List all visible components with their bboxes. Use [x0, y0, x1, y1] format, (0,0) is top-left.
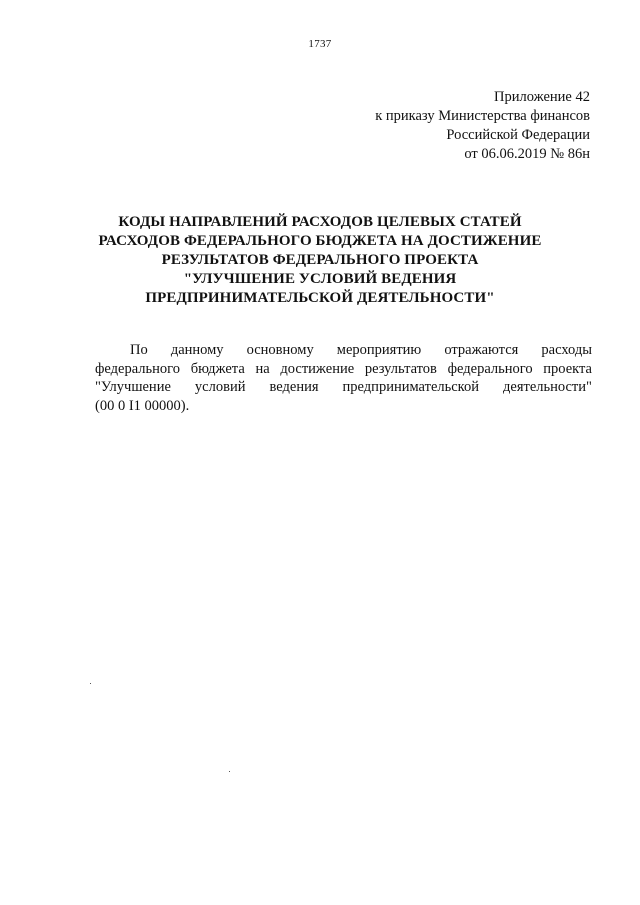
body-line [95, 360, 592, 379]
body-word: данному [170, 342, 224, 358]
body-line [95, 341, 592, 360]
scan-speck [229, 771, 230, 772]
body-word: расходы [541, 342, 592, 358]
body-word: отражаются [444, 342, 519, 358]
scan-speck [90, 683, 91, 684]
body-word: По [130, 342, 148, 358]
body-word: основному [246, 342, 314, 358]
page-number: 1737 [308, 38, 332, 50]
body-paragraph [95, 341, 592, 415]
body-word: ведения [269, 379, 319, 395]
body-word: результатов [364, 360, 437, 377]
appendix-line: Приложение 42 [494, 89, 590, 105]
title-line: РАСХОДОВ ФЕДЕРАЛЬНОГО БЮДЖЕТА НА ДОСТИЖЕНИЕ [98, 233, 542, 249]
appendix-header [290, 88, 590, 164]
appendix-date-line: от 06.06.2019 № 86н [464, 146, 590, 162]
body-line [95, 378, 592, 397]
title-line: РЕЗУЛЬТАТОВ ФЕДЕРАЛЬНОГО ПРОЕКТА [161, 252, 479, 268]
appendix-line: Российской Федерации [446, 127, 590, 143]
body-word: федерального [95, 360, 180, 377]
body-word: предпринимательской [342, 379, 479, 395]
title-line: ПРЕДПРИНИМАТЕЛЬСКОЙ ДЕЯТЕЛЬНОСТИ" [145, 290, 495, 306]
body-word: деятельности" [503, 379, 592, 395]
body-word: бюджета [190, 360, 245, 377]
title-line: КОДЫ НАПРАВЛЕНИЙ РАСХОДОВ ЦЕЛЕВЫХ СТАТЕЙ [118, 214, 522, 230]
title-line: "УЛУЧШЕНИЕ УСЛОВИЙ ВЕДЕНИЯ [183, 271, 457, 287]
body-word: условий [194, 379, 246, 395]
body-word: мероприятию [336, 342, 422, 358]
body-word: проекта [543, 360, 592, 377]
document-title [60, 213, 580, 308]
body-word: федерального [447, 360, 533, 377]
appendix-line: к приказу Министерства финансов [375, 108, 590, 124]
body-word: достижение [280, 360, 355, 377]
body-line: (00 0 I1 00000). [95, 397, 190, 414]
body-word: на [255, 360, 270, 377]
body-word: "Улучшение [95, 379, 171, 395]
